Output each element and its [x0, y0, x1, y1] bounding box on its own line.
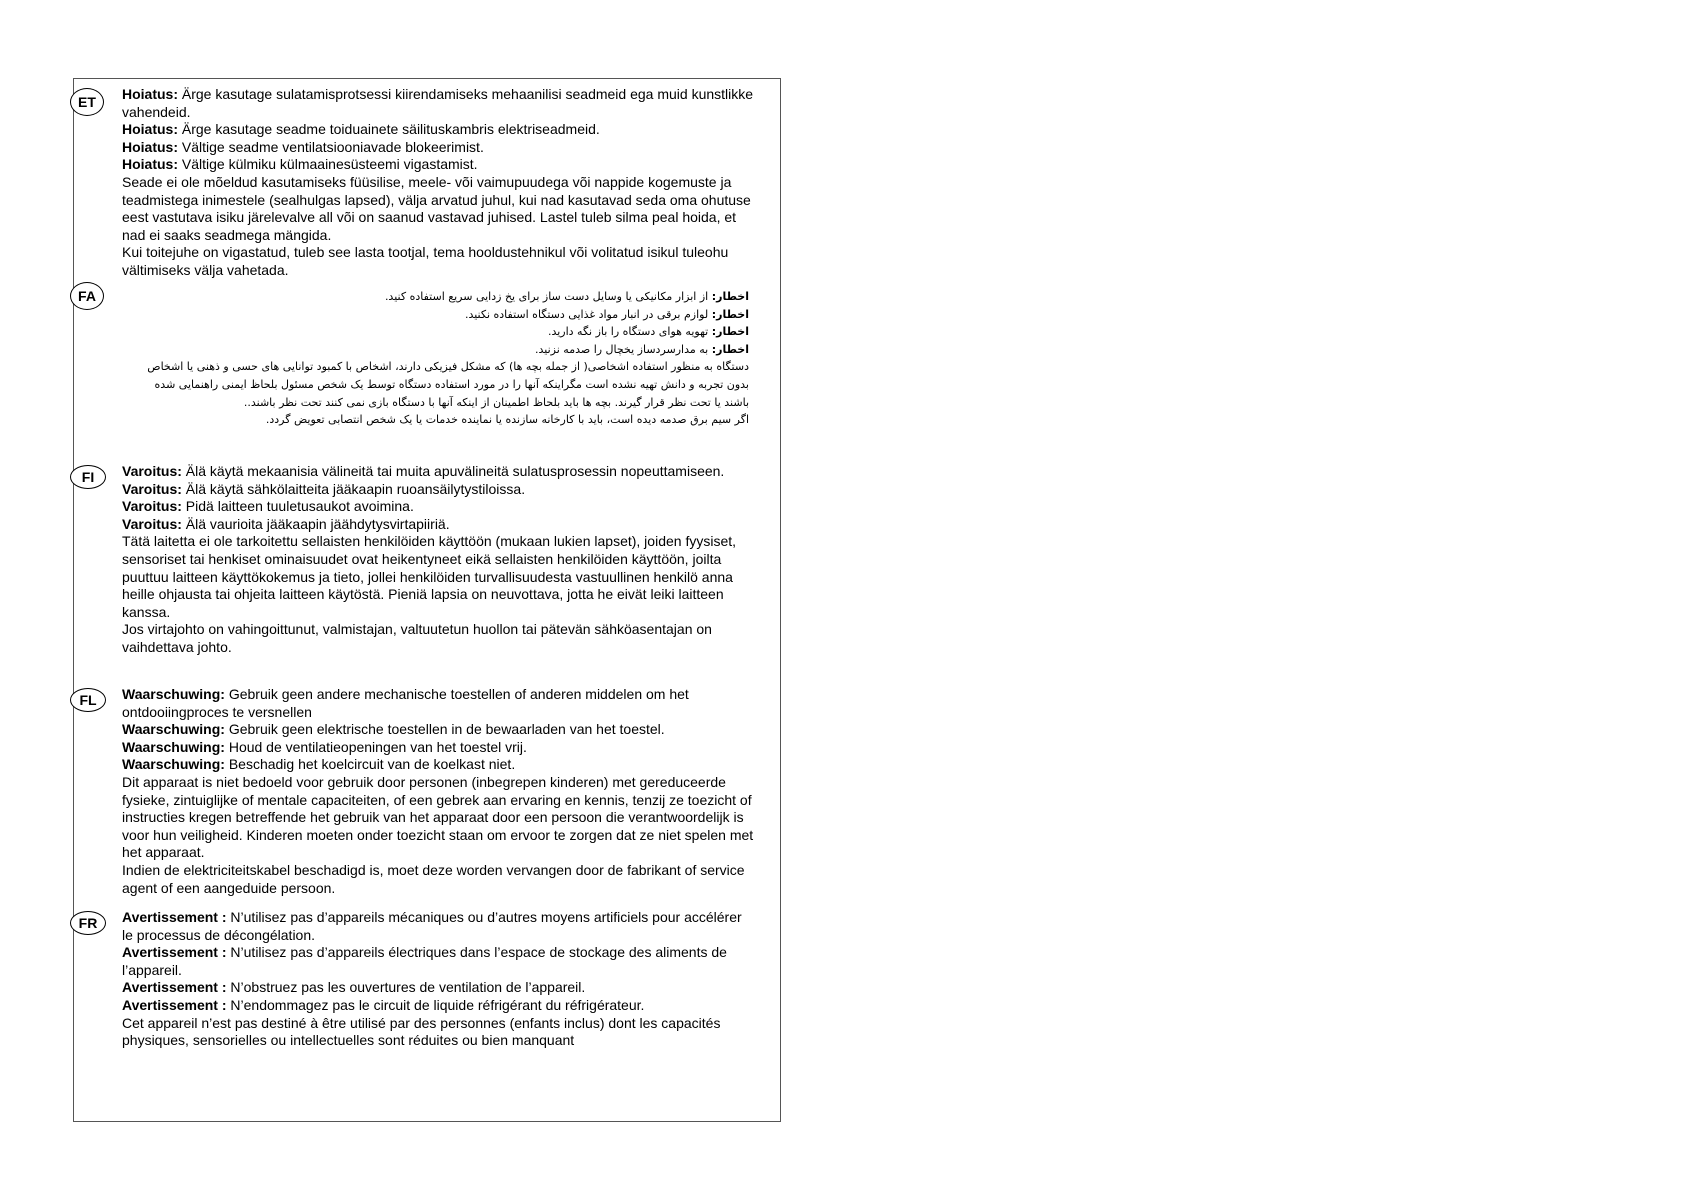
paragraph: دستگاه به منظور استفاده اشخاصی( از جمله بچه ها) که مشکل فیزیکی دارند، اشخاص با کمبود توانایی های حسی و ذهنی یا اشخاص بدون تجربه و دانش تهیه نشده است مگراینکه آنها را در مورد استفاده دستگاه توسط یک شخص مسئول بلحاظ ایمنی راهنمایی شده باشند یا تحت نظر قرار گیرند. بچه ها باید بلحاظ اطمینان از اینکه آنها با دستگاه بازی نمی کنند تحت نظر باشند..	[147, 360, 749, 409]
paragraph: Jos virtajohto on vahingoittunut, valmistajan, valtuutetun huollon tai pätevän sähköasentajan on vaihdettava johto.	[122, 621, 712, 655]
warning-line: Avertissement : N’obstruez pas les ouvertures de ventilation de l’appareil.	[122, 979, 586, 996]
warning-line: Waarschuwing: Houd de ventilatieopeningen van het toestel vrij.	[122, 738, 527, 755]
warning-line: Varoitus: Pidä laitteen tuuletusaukot avoimina.	[122, 498, 414, 515]
warning-line: Varoitus: Älä vaurioita jääkaapin jäähdytysvirtapiiriä.	[122, 515, 450, 532]
paragraph: Dit apparaat is niet bedoeld voor gebruik door personen (inbegrepen kinderen) met gereduceerde fysieke, zintuiglijke of mentale capaciteiten, of een gebrek aan ervaring en kennis, tenzij ze toezicht of instructies kregen betreffende het gebruik van het apparaat door een persoon die verantwoordelijk is voor hun veiligheid. Kinderen moeten onder toezicht staan om ervoor te zorgen dat ze niet spelen met het apparaat.	[122, 773, 754, 861]
paragraph: Indien de elektriciteitskabel beschadigd is, moet deze worden vervangen door de fabrikant of service agent of een aangeduide persoon.	[122, 861, 745, 896]
warning-line: Varoitus: Älä käytä sähkölaitteita jääkaapin ruoansäilytystiloissa.	[122, 480, 526, 497]
language-badge-fa: FA	[70, 282, 104, 310]
section-text-fl	[122, 686, 756, 897]
warning-line: اخطار: لوازم برقی در انبار مواد غذایی دستگاه استفاده نکنید.	[464, 307, 749, 321]
section-text-fi	[122, 463, 756, 657]
warning-line: Hoiatus: Ärge kasutage seadme toiduainete säilituskambris elektriseadmeid.	[122, 121, 600, 138]
warning-line: Avertissement : N’utilisez pas d’appareils électriques dans l’espace de stockage des aliments de l’appareil.	[122, 944, 727, 978]
section-text-et	[122, 86, 756, 280]
warning-line: Avertissement : N’endommagez pas le circuit de liquide réfrigérant du réfrigérateur.	[122, 996, 645, 1013]
warning-line: Waarschuwing: Gebruik geen elektrische toestellen in de bewaarladen van het toestel.	[122, 721, 665, 738]
warning-line: Waarschuwing: Beschadig het koelcircuit van de koelkast niet.	[122, 756, 516, 773]
paragraph: Tätä laitetta ei ole tarkoitettu sellaisten henkilöiden käyttöön (mukaan lukien lapset), joiden fyysiset, sensoriset tai henkiset ominaisuudet ovat heikentyneet eikä sellaisten henkilöiden käyttöön, joilta puuttuu laitteen käyttökokemus ja tieto, jollei henkilöiden turvallisuudesta vastuullinen henkilö anna heille ohjausta tai ohjeita laitteen käytöstä. Pieniä lapsia on neuvottava, jotta he eivät leiki laitteen kanssa.	[122, 533, 737, 620]
section-text-fa	[129, 288, 749, 429]
language-badge-fi: FI	[70, 465, 106, 489]
warning-line: اخطار: از ابزار مکانیکی یا وسایل دست ساز برای یخ زدایی سریع استفاده کنید.	[384, 290, 749, 303]
paragraph: اگر سیم برق صدمه دیده است، باید با کارخانه سازنده یا نماینده خدمات یا یک شخص انتصابی تعویض گردد.	[265, 413, 749, 427]
warning-line: اخطار: به مدارسردساز یخچال را صدمه نزنید.	[535, 342, 749, 356]
language-badge-fl: FL	[70, 688, 106, 712]
language-badge-et: ET	[70, 88, 104, 116]
paragraph: Seade ei ole mõeldud kasutamiseks füüsilise, meele- või vaimupuudega või nappide kogemuste ja teadmistega inimestele (sealhulgas lapsed), välja arvatud juhul, kui nad kasutavad seda oma ohutuse eest vastutava isiku järelevalve all või on saanud vastavad juhised. Lastel tuleb silma peal hoida, et nad ei saaks seadmega mängida.	[122, 173, 751, 243]
warning-line: Avertissement : N’utilisez pas d’appareils mécaniques ou d’autres moyens artificiels pour accélérer le processus de décongélation.	[122, 909, 742, 943]
language-badge-fr: FR	[70, 911, 106, 935]
warning-line: Varoitus: Älä käytä mekaanisia välineitä tai muita apuvälineitä sulatusprosessin nopeuttamiseen.	[122, 463, 725, 479]
section-text-fr	[122, 909, 756, 1050]
warning-line: Hoiatus: Vältige seadme ventilatsiooniavade blokeerimist.	[122, 138, 484, 155]
warning-line: Hoiatus: Ärge kasutage sulatamisprotsessi kiirendamiseks mehaanilisi seadmeid ega muid kunstlikke vahendeid.	[122, 86, 754, 120]
paragraph: Kui toitejuhe on vigastatud, tuleb see lasta tootjal, tema hooldustehnikul või volitatud isikul tuleohu vältimiseks välja vahetada.	[122, 244, 729, 278]
warning-line: Hoiatus: Vältige külmiku külmaainesüsteemi vigastamist.	[122, 156, 478, 173]
warning-line: اخطار: تهویه هوای دستگاه را باز نگه دارید.	[547, 325, 749, 339]
warning-line: Waarschuwing: Gebruik geen andere mechanische toestellen of anderen middelen om het ontdooiingproces te versnellen	[122, 686, 689, 720]
paragraph: Cet appareil n’est pas destiné à être utilisé par des personnes (enfants inclus) dont les capacités physiques, sensorielles ou intellectuelles sont réduites ou bien manquant	[122, 1014, 721, 1049]
